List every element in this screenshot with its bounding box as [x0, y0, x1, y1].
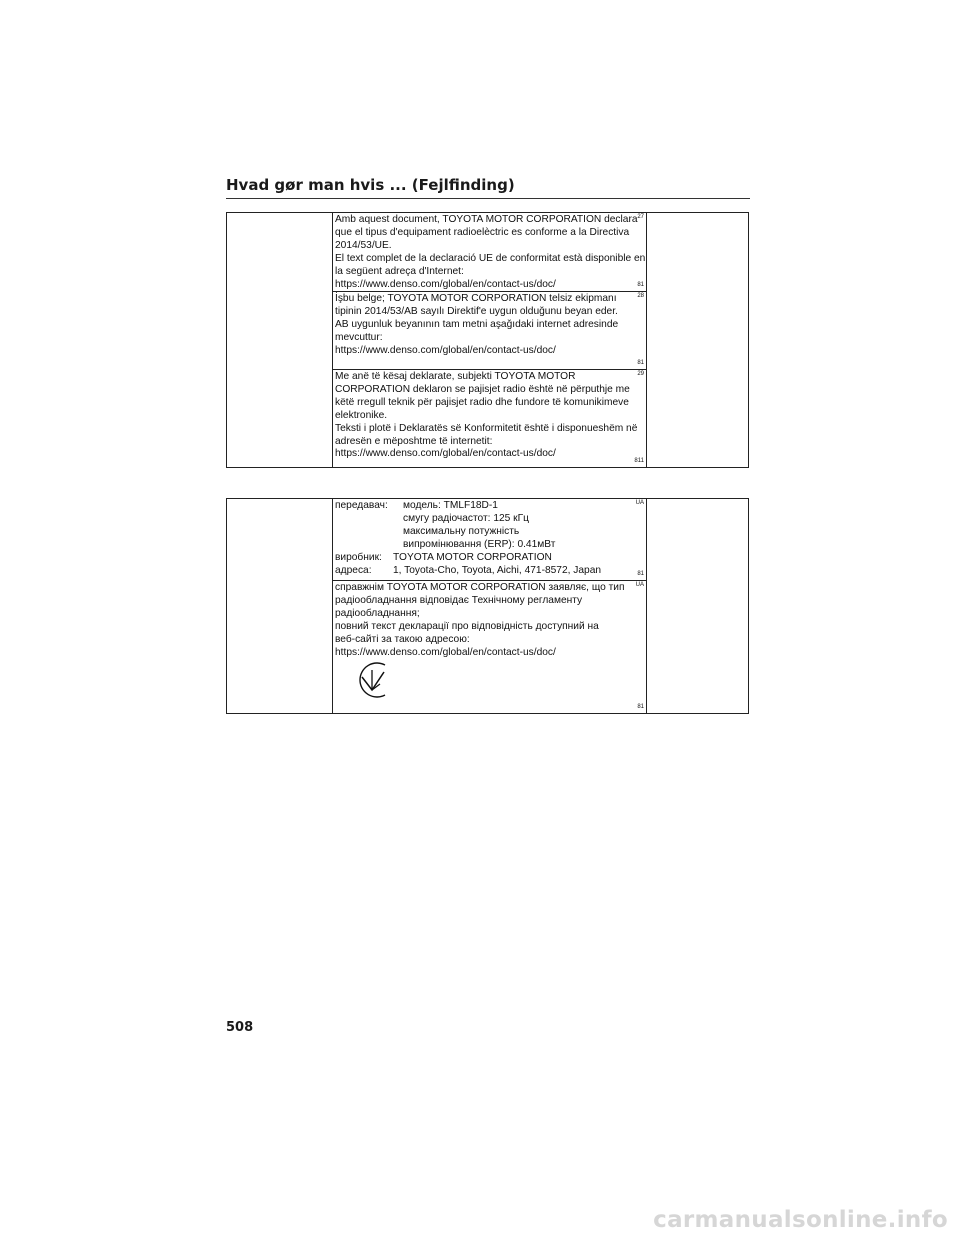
spec-row [335, 526, 633, 539]
cell-code-top: 28 [637, 293, 644, 299]
spec-line: максимальну потужність [403, 525, 520, 537]
declaration-column-2 [332, 499, 647, 713]
page-number: 508 [226, 1020, 254, 1035]
manufacturer-value: TOYOTA MOTOR CORPORATION [393, 551, 552, 563]
transmitter-row [335, 500, 633, 513]
declaration-text [335, 371, 638, 461]
text-line: tipinin 2014/53/AB sayılı Direktif'e uygun olduğunu beyan eder. [335, 305, 618, 317]
cell-code-top: UA [635, 582, 644, 588]
page-title: Hvad gør man hvis ... (Fejlfinding) [226, 176, 515, 194]
text-line: elektronike. [335, 409, 388, 421]
manufacturer-row [335, 552, 633, 565]
text-line: mevcuttur: [335, 331, 383, 343]
spec-row [335, 539, 633, 552]
text-line: https://www.denso.com/global/en/contact-us/doc/ [335, 448, 556, 460]
spec-line: випромінювання (ERP): 0.41мВт [403, 538, 556, 550]
text-line: радіообладнання відповідає Технічному регламенту [335, 594, 583, 606]
text-line: Me anë të kësaj deklarate, subjekti TOYOTA MOTOR [335, 371, 576, 382]
cell-code-bottom: 811 [634, 458, 644, 464]
text-line: këtë rregull teknik për pajisjet radio dhe fundore të komunikimeve [335, 396, 629, 408]
text-line: https://www.denso.com/global/en/contact-us/doc/ [335, 344, 556, 356]
text-line: la següent adreça d'Internet: [335, 265, 464, 277]
declaration-cell-turkish [333, 292, 646, 370]
text-line: https://www.denso.com/global/en/contact-us/doc/ [335, 646, 556, 658]
text-line: adresën e mëposhtme të internetit: [335, 435, 493, 447]
address-value: 1, Toyota-Cho, Toyota, Aichi, 471-8572, Japan [393, 564, 602, 576]
text-line: радіообладнання; [335, 607, 420, 619]
declaration-cell-catalan [333, 213, 646, 292]
address-label: адреса: [335, 564, 372, 576]
text-line: El text complet de la declaració UE de conformitat està disponible en [335, 252, 646, 264]
text-line: https://www.denso.com/global/en/contact-us/doc/ [335, 278, 556, 290]
text-line: CORPORATION deklaron se pajisjet radio është në përputhje me [335, 383, 630, 395]
declaration-table-2 [226, 498, 749, 714]
cell-code-top: UA [635, 500, 644, 506]
declaration-text [335, 582, 633, 659]
transmitter-value: модель: TMLF18D-1 [403, 500, 498, 511]
spec-line: смугу радіочастот: 125 кГц [403, 512, 529, 524]
cell-code-bottom: 81 [637, 282, 644, 288]
text-line: Teksti i plotë i Deklaratës së Konformitetit është i disponueshëm në [335, 422, 638, 434]
declaration-cell-ukrainian [333, 581, 646, 713]
declaration-cell-albanian [333, 370, 646, 467]
transmitter-info [335, 500, 633, 577]
text-line: 2014/53/UE. [335, 239, 392, 251]
declaration-text [335, 293, 633, 358]
transmitter-info-cell [333, 499, 646, 581]
address-row [335, 565, 633, 578]
cell-code-bottom: 81 [637, 360, 644, 366]
declaration-column-1 [332, 213, 647, 467]
text-line: справжнім TOYOTA MOTOR CORPORATION заявляє, що тип [335, 582, 625, 593]
cell-code-bottom: 81 [637, 571, 644, 577]
spec-row [335, 513, 633, 526]
cell-code-bottom: 81 [637, 704, 644, 710]
text-line: que el tipus d'equipament radioelèctric es conforme a la Directiva [335, 226, 630, 238]
text-line: AB uygunluk beyanının tam metni aşağıdaki internet adresinde [335, 318, 619, 330]
declaration-table-1 [226, 212, 749, 468]
cell-code-top: 27 [637, 214, 644, 220]
manufacturer-label: виробник: [335, 551, 382, 563]
text-line: İşbu belge; TOYOTA MOTOR CORPORATION telsiz ekipmanı [335, 293, 617, 304]
text-line: Amb aquest document, TOYOTA MOTOR CORPORATION declara [335, 214, 638, 225]
text-line: повний текст декларації про відповідність доступний на [335, 620, 599, 632]
watermark: carmanualsonline.info [653, 1207, 948, 1233]
header-divider [226, 198, 750, 199]
text-line: веб-сайті за такою адресою: [335, 633, 470, 645]
cell-code-top: 29 [637, 371, 644, 377]
ukrainian-conformity-mark-icon [353, 659, 393, 701]
transmitter-label: передавач: [335, 500, 388, 511]
